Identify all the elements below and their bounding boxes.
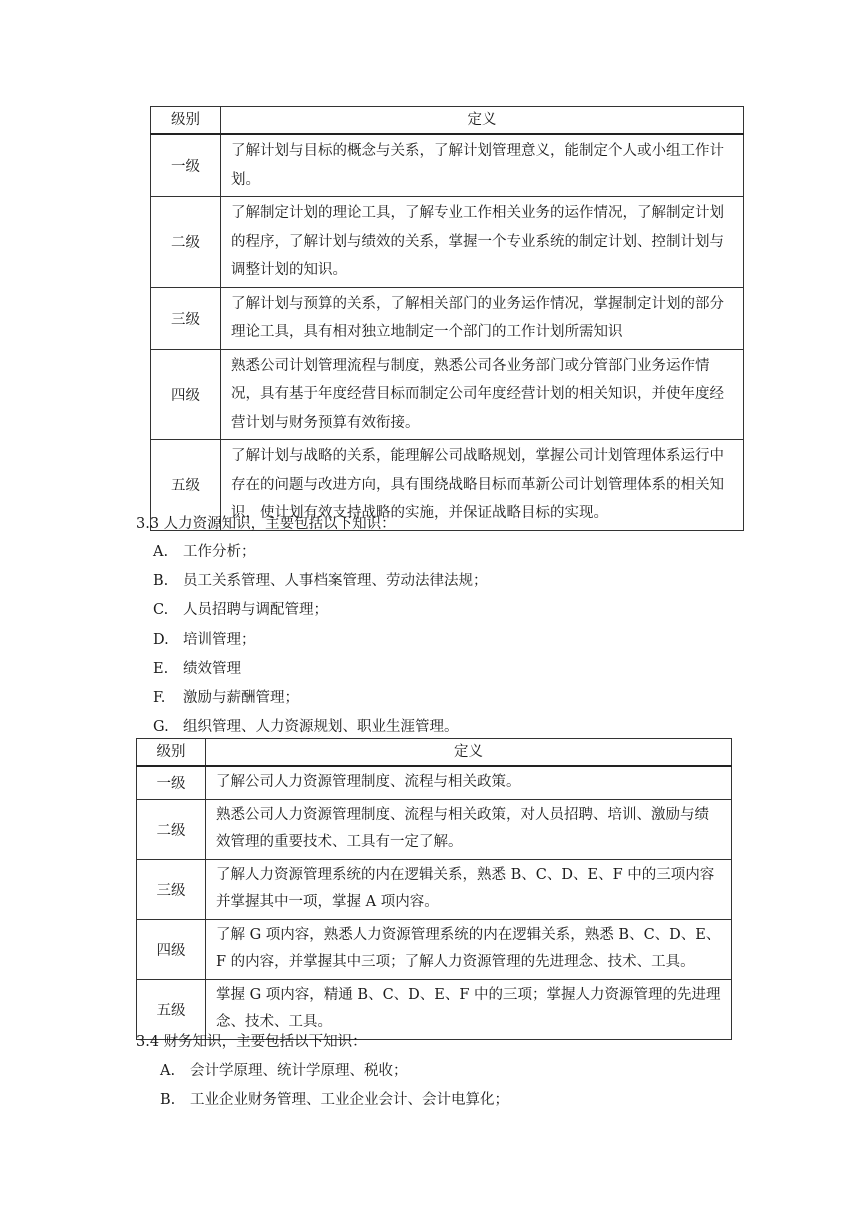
level-cell: 五级 — [151, 440, 221, 531]
list-item — [153, 655, 488, 684]
list-marker: F. — [153, 689, 166, 706]
level-cell: 二级 — [151, 197, 221, 288]
list-marker: E. — [153, 660, 169, 677]
list-marker: C. — [153, 602, 169, 619]
hr-knowledge-level-table — [136, 738, 732, 1040]
list-item-text: 员工关系管理、人事档案管理、劳动法律法规； — [183, 573, 488, 590]
table-row — [137, 799, 732, 859]
level-cell: 四级 — [137, 919, 206, 979]
definition-cell: 掌握 G 项内容，精通 B、C、D、E、F 中的三项；掌握人力资源管理的先进理念、技术、工具。 — [206, 979, 732, 1039]
table-row — [137, 766, 732, 799]
list-item — [153, 567, 488, 596]
list-marker: G. — [153, 719, 169, 736]
list-marker: B. — [160, 1092, 176, 1109]
finance-knowledge-heading: 3.4 财务知识，主要包括以下知识： — [136, 1034, 367, 1050]
table-row — [151, 287, 744, 349]
plan-knowledge-level-table — [150, 106, 744, 531]
definition-cell: 了解人力资源管理系统的内在逻辑关系，熟悉 B、C、D、E、F 中的三项内容并掌握其中一项，掌握 A 项内容。 — [206, 859, 732, 919]
list-item-text: 组织管理、人力资源规划、职业生涯管理。 — [183, 719, 459, 736]
definition-cell: 了解制定计划的理论工具，了解专业工作相关业务的运作情况，了解制定计划的程序，了解计划与绩效的关系，掌握一个专业系统的制定计划、控制计划与调整计划的知识。 — [221, 197, 744, 288]
definition-cell: 了解计划与目标的概念与关系，了解计划管理意义，能制定个人或小组工作计划。 — [221, 134, 744, 197]
level-cell: 三级 — [151, 287, 221, 349]
definition-column-header: 定义 — [206, 739, 732, 767]
list-marker: A. — [153, 544, 169, 560]
table-row — [151, 134, 744, 197]
list-marker: A. — [160, 1063, 176, 1079]
list-item — [153, 626, 488, 655]
level-cell: 四级 — [151, 349, 221, 440]
definition-cell: 了解计划与战略的关系，能理解公司战略规划，掌握公司计划管理体系运行中存在的问题与改进方向，具有围绕战略目标而革新公司计划管理体系的相关知识，使计划有效支持战略的实施，并保证战略目标的实现。 — [221, 440, 744, 531]
definition-cell: 熟悉公司计划管理流程与制度，熟悉公司各业务部门或分管部门业务运作情况，具有基于年度经营目标而制定公司年度经营计划的相关知识，并使年度经营计划与财务预算有效衔接。 — [221, 349, 744, 440]
list-item-text: 培训管理； — [183, 631, 256, 648]
definition-cell: 了解 G 项内容，熟悉人力资源管理系统的内在逻辑关系，熟悉 B、C、D、E、F 的内容，并掌握其中三项；了解人力资源管理的先进理念、技术、工具。 — [206, 919, 732, 979]
definition-cell: 了解计划与预算的关系，了解相关部门的业务运作情况，掌握制定计划的部分理论工具，具有相对独立地制定一个部门的工作计划所需知识 — [221, 287, 744, 349]
list-item-text: 人员招聘与调配管理； — [183, 602, 328, 619]
table-header-row — [137, 739, 732, 767]
level-column-header: 级别 — [151, 107, 221, 135]
hr-knowledge-list — [153, 538, 488, 742]
table-header-row — [151, 107, 744, 135]
list-item-text: 会计学原理、统计学原理、税收； — [190, 1063, 408, 1079]
level-cell: 三级 — [137, 859, 206, 919]
definition-cell: 了解公司人力资源管理制度、流程与相关政策。 — [206, 766, 732, 799]
table-row — [137, 859, 732, 919]
list-item — [153, 538, 488, 567]
list-marker: B. — [153, 573, 169, 590]
table-row — [151, 349, 744, 440]
list-item — [160, 1086, 509, 1115]
hr-knowledge-heading: 3.3 人力资源知识，主要包括以下知识： — [136, 516, 396, 532]
level-cell: 一级 — [151, 134, 221, 197]
level-cell: 一级 — [137, 766, 206, 799]
list-item — [153, 684, 488, 713]
list-item-text: 激励与薪酬管理； — [183, 689, 299, 706]
finance-knowledge-list — [160, 1057, 509, 1115]
list-item-text: 工作分析； — [183, 544, 256, 560]
list-item — [153, 596, 488, 625]
level-column-header: 级别 — [137, 739, 206, 767]
level-cell: 二级 — [137, 799, 206, 859]
list-item — [160, 1057, 509, 1086]
list-marker: D. — [153, 631, 169, 648]
list-item-text: 绩效管理 — [183, 660, 241, 677]
table-row — [151, 197, 744, 288]
definition-column-header: 定义 — [221, 107, 744, 135]
level-cell: 五级 — [137, 979, 206, 1039]
table-row — [137, 919, 732, 979]
list-item-text: 工业企业财务管理、工业企业会计、会计电算化； — [190, 1092, 509, 1109]
definition-cell: 熟悉公司人力资源管理制度、流程与相关政策，对人员招聘、培训、激励与绩效管理的重要技术、工具有一定了解。 — [206, 799, 732, 859]
